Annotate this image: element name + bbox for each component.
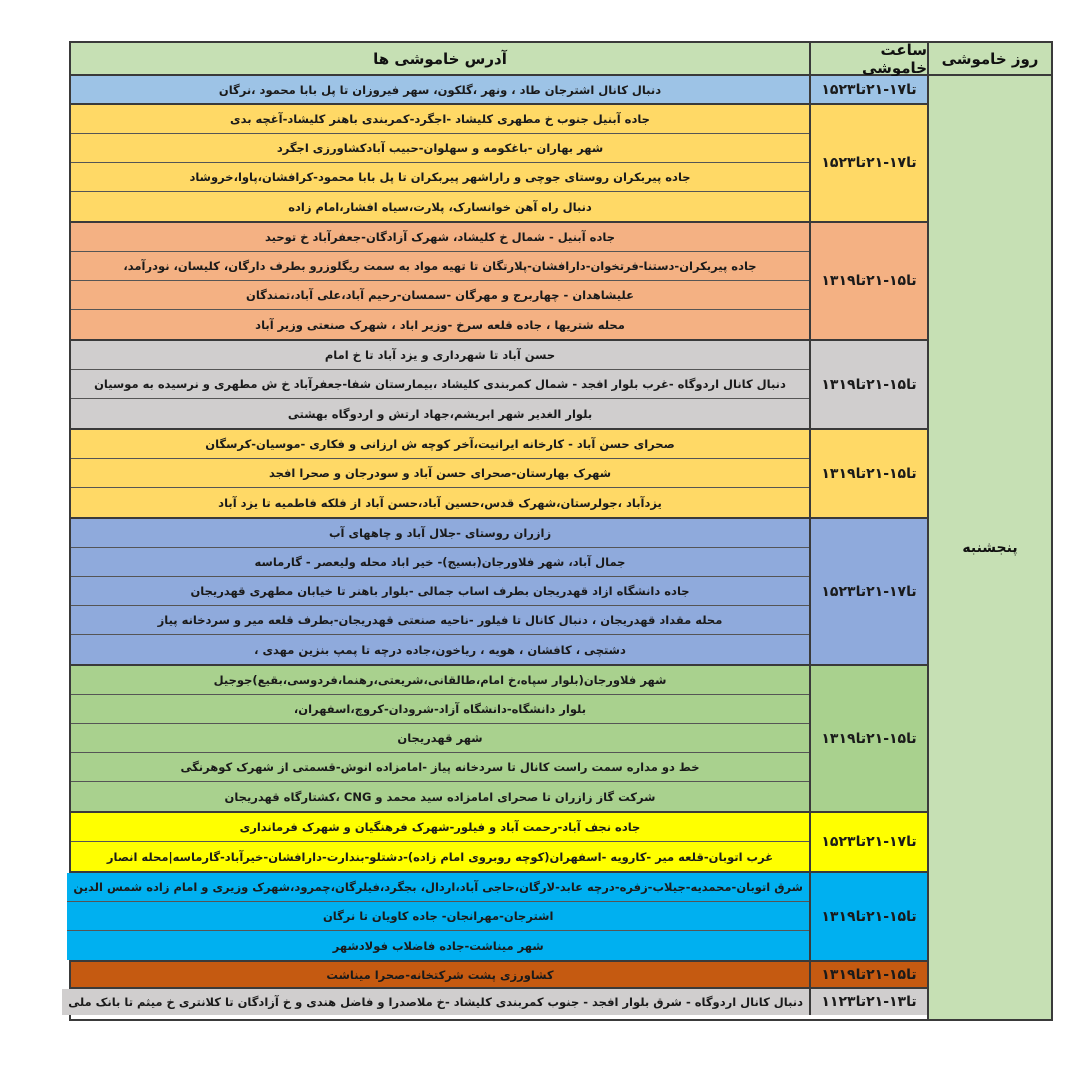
address-row: محله مقداد قهدریجان ، دنبال کانال تا فیلور -ناحیه صنعتی قهدریجان-بطرف قلعه میر و سردخانه پیاز: [71, 606, 809, 635]
outage-time: ۱۳تا۱۵-۲۱تا۱۹: [809, 223, 927, 339]
address-row: بلوار دانشگاه-دانشگاه آزاد-شرودان-کروچ،اسفهران،: [71, 695, 809, 724]
address-row: جاده نجف آباد-رحمت آباد و فیلور-شهرک فرهنگیان و شهرک فرمانداری: [71, 813, 809, 842]
outage-group: [71, 873, 927, 962]
outage-group: [71, 223, 927, 341]
address-list: [71, 519, 809, 664]
outage-time: ۱۳تا۱۵-۲۱تا۱۹: [809, 430, 927, 517]
address-row: اشترجان-مهرانجان- جاده کاویان تا نرگان: [67, 902, 809, 931]
address-list: [71, 76, 809, 103]
address-row: دنبال کانال اردوگاه -غرب بلوار افجد - شمال کمربندی کلیشاد ،بیمارستان شفا-جعفرآباد خ ش مطهری و نرسیده به موسیان: [71, 370, 809, 399]
address-row: دنبال کانال اردوگاه - شرق بلوار افجد - جنوب کمربندی کلیشاد -خ ملاصدرا و فاضل هندی و خ آزادگان تا کلانتری خ میثم تا بانک ملی: [62, 989, 809, 1015]
address-row: شهر بهاران -باغکومه و سهلوان-حبیب آبادکشاورزی اجگرد: [71, 134, 809, 163]
outage-group: [71, 519, 927, 666]
outage-groups: [68, 76, 927, 1015]
address-row: علیشاهدان - چهاربرج و مهرگان -سمسان-رحیم آباد،علی آباد،تمندگان: [71, 281, 809, 310]
outage-group: [71, 813, 927, 873]
header-time: ساعت خاموشی: [809, 43, 927, 74]
address-list: [62, 989, 809, 1015]
address-row: شرکت گاز زازران تا صحرای امامزاده سید محمد و CNG ،کشتارگاه قهدریجان: [71, 782, 809, 811]
address-list: [71, 105, 809, 221]
day-cell: پنجشنبه: [927, 76, 1051, 1019]
header-day: روز خاموشی: [927, 43, 1051, 74]
outage-time: ۱۵تا۱۷-۲۱تا۲۳: [809, 813, 927, 871]
outage-time: ۱۳تا۱۵-۲۱تا۱۹: [809, 962, 927, 987]
outage-group: [71, 76, 927, 105]
outage-group: [71, 341, 927, 430]
address-row: جاده پیربکران روستای جوچی و راراشهر پیربکران تا پل بابا محمود-کرافشان،پاوا،خروشاد: [71, 163, 809, 192]
table-header-row: [71, 40, 1051, 77]
address-row: بلوار الغدیر شهر ابریشم،جهاد ارتش و اردوگاه بهشتی: [71, 399, 809, 428]
outage-time: ۱۱تا۱۳-۲۱تا۲۳: [809, 989, 927, 1015]
address-row: صحرای حسن آباد - کارخانه ایرانیت،آخر کوچه ش ارزانی و فکاری -موسیان-کرسگان: [71, 430, 809, 459]
address-row: جمال آباد، شهر فلاورجان(بسیج)- خیر اباد محله ولیعصر - گارماسه: [71, 548, 809, 577]
outage-group: [71, 666, 927, 813]
address-list: [67, 873, 809, 960]
address-row: شهر قهدریجان: [71, 724, 809, 753]
address-row: خط دو مداره سمت راست کانال تا سردخانه پیاز -امامزاده انوش-قسمتی از شهرک کوهرنگی: [71, 753, 809, 782]
address-row: شهرک بهارستان-صحرای حسن آباد و سودرجان و صحرا افجد: [71, 459, 809, 488]
outage-group: [68, 989, 927, 1015]
outage-time: ۱۵تا۱۷-۲۱تا۲۳: [809, 519, 927, 664]
outage-group: [71, 430, 927, 519]
address-row: جاده پیربکران-دستنا-فرتخوان-دارافشان-پلارتگان تا تهیه مواد به سمت ریگلوزرو بطرف دارگان، کلیسان، نودرآمد،: [71, 252, 809, 281]
address-row: شهر فلاورجان(بلوار سپاه،خ امام،طالقانی،شریعتی،رهنما،فردوسی،بقیع)جوجیل: [71, 666, 809, 695]
outage-schedule-table: [69, 41, 1053, 1021]
address-row: غرب اتوبان-قلعه میر -کارویه -اسفهران(کوچه روبروی امام زاده)-دشتلو-بندارت-دارافشان-خیرآباد-گارماسه|محله انصار: [71, 842, 809, 871]
outage-time: ۱۵تا۱۷-۲۱تا۲۳: [809, 76, 927, 103]
address-row: دنبال راه آهن خوانسارک، پلارت،سیاه افشار،امام زاده: [71, 192, 809, 221]
address-list: [71, 813, 809, 871]
outage-time: ۱۳تا۱۵-۲۱تا۱۹: [809, 341, 927, 428]
outage-time: ۱۵تا۱۷-۲۱تا۲۳: [809, 105, 927, 221]
address-row: شهر میناشت-جاده فاضلاب فولادشهر: [67, 931, 809, 960]
header-address: آدرس خاموشی ها: [373, 49, 507, 68]
address-row: جاده آبنیل جنوب خ مطهری کلیشاد -اجگرد-کمربندی باهنر کلیشاد-آغچه بدی: [71, 105, 809, 134]
address-row: دشتچی ، کافشان ، هویه ، ریاخون،جاده درچه تا پمپ بنزین مهدی ،: [71, 635, 809, 664]
address-row: یزدآباد ،جولرستان،شهرک قدس،حسین آباد،حسن آباد از فلکه فاطمیه تا یزد آباد: [71, 488, 809, 517]
address-row: کشاورزی پشت شرکتخانه-صحرا میناشت: [71, 962, 809, 987]
address-list: [71, 430, 809, 517]
address-list: [71, 666, 809, 811]
address-row: جاده آبنیل - شمال خ کلیشاد، شهرک آزادگان-جعفرآباد خ توحید: [71, 223, 809, 252]
address-row: زازران روستای -جلال آباد و چاههای آب: [71, 519, 809, 548]
address-row: محله شتریها ، جاده قلعه سرخ -وزیر اباد ، شهرک صنعتی وزیر آباد: [71, 310, 809, 339]
address-row: حسن آباد تا شهرداری و یزد آباد تا خ امام: [71, 341, 809, 370]
address-list: [71, 341, 809, 428]
address-row: جاده دانشگاه ازاد قهدریجان بطرف اساب جمالی -بلوار باهنر تا خیابان مطهری قهدریجان: [71, 577, 809, 606]
outage-time: ۱۳تا۱۵-۲۱تا۱۹: [809, 666, 927, 811]
outage-group: [71, 105, 927, 223]
address-row: شرق اتوبان-محمدیه-جیلاب-زفره-درچه عابد-لارگان،حاجی آباد،اردال، بجگرد،فیلرگان،چمرود،شهرک وزیری و امام زاده شمس الدین: [67, 873, 809, 902]
address-list: [71, 223, 809, 339]
outage-time: ۱۳تا۱۵-۲۱تا۱۹: [809, 873, 927, 960]
address-row: دنبال کانال اشترجان طاد ، ونهر ،گلکون، سهر فیروزان تا پل بابا محمود ،نرگان: [71, 76, 809, 103]
outage-group: [71, 962, 927, 989]
address-list: [71, 962, 809, 987]
